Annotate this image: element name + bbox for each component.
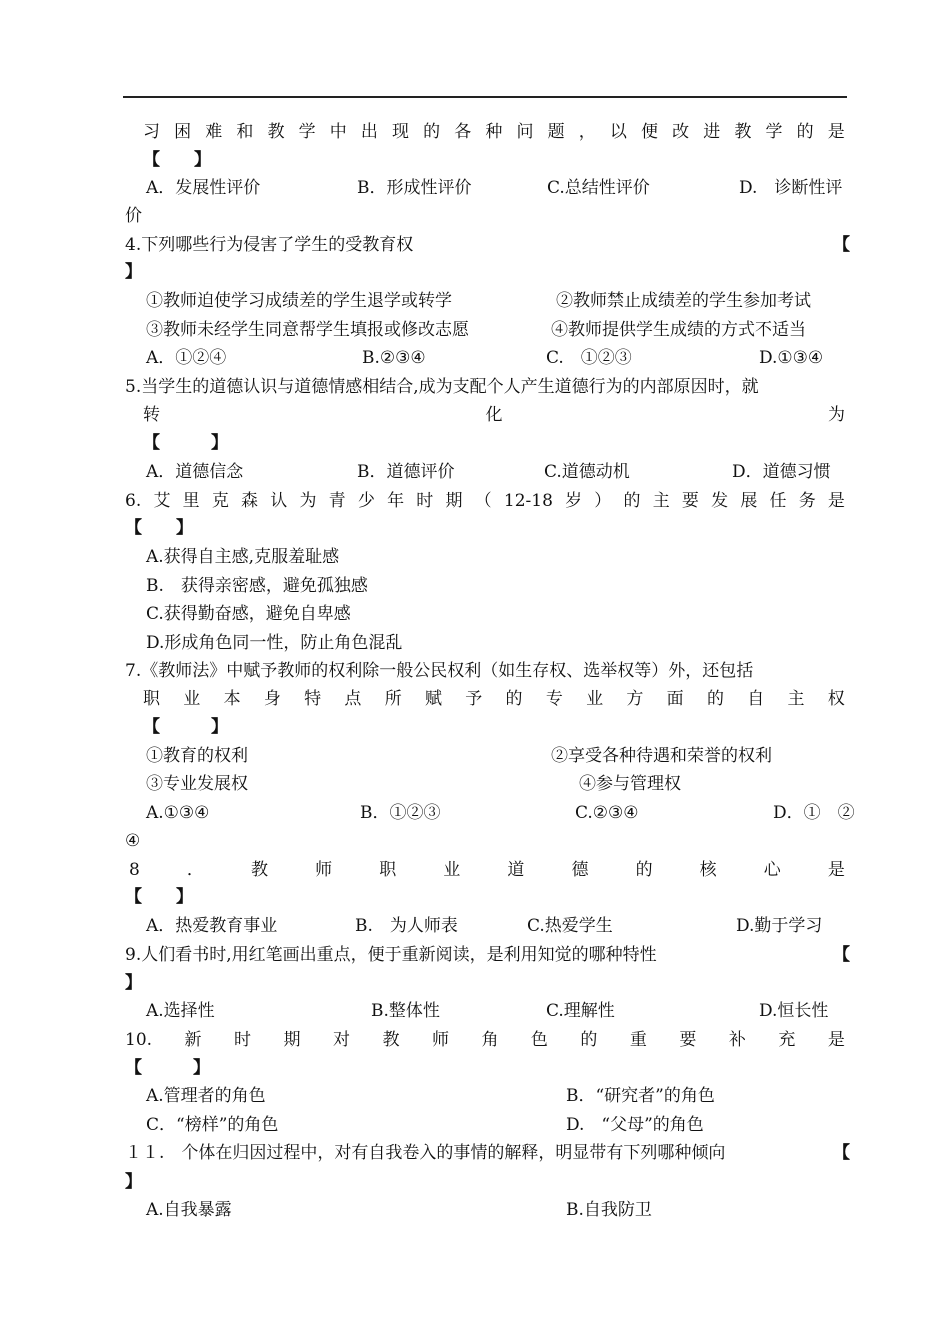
stem-char: 期	[445, 491, 463, 511]
stem-char: 职	[379, 860, 397, 880]
q11-bracket-open: 【	[833, 1143, 850, 1163]
stem-char: 职	[143, 689, 160, 709]
stem-char: 的	[423, 122, 441, 142]
q4-option-c: C. ①②③	[546, 348, 632, 368]
stem-char: 方	[626, 689, 644, 709]
q10-option-c: C．“榜样”的角色	[146, 1115, 279, 1135]
stem-char: 新	[184, 1030, 202, 1050]
stem-char: 化	[485, 405, 503, 425]
q4-option-d: D.①③④	[759, 348, 824, 368]
q4-stem: 4.下列哪些行为侵害了学生的受教育权	[125, 235, 414, 255]
q11-bracket-close: 】	[125, 1172, 142, 1192]
stem-char: 各	[454, 122, 472, 142]
stem-char: ）	[594, 491, 612, 511]
stem-char: 师	[315, 860, 333, 880]
stem-char: 和	[236, 122, 254, 142]
q3-option-d-wrap: 价	[125, 206, 142, 226]
stem-char: 任	[769, 491, 787, 511]
q7-item-1: ①教育的权利	[146, 746, 248, 766]
q7-option-d: D．① ②	[773, 803, 855, 823]
q5-option-d: D．道德习惯	[732, 462, 831, 482]
q8-option-c: C.热爱学生	[527, 916, 613, 936]
stem-char: 业	[183, 689, 201, 709]
q8-option-a: A．热爱教育事业	[146, 916, 278, 936]
q10-option-b: B．“研究者”的角色	[566, 1086, 715, 1106]
stem-char: 点	[344, 689, 362, 709]
stem-char: 便	[641, 122, 658, 142]
stem-char: 年	[387, 491, 405, 511]
stem-char: 认	[270, 491, 288, 511]
q6-option-b: B. 获得亲密感，避免孤独感	[146, 576, 368, 596]
stem-char: 现	[392, 122, 409, 142]
q7-option-a: A.①③④	[146, 803, 210, 823]
q4-bracket-close: 】	[125, 262, 142, 282]
q4-bracket-open: 【	[833, 235, 850, 255]
stem-char: 教	[251, 860, 269, 880]
q7-item-2: ②享受各种待遇和荣誉的权利	[551, 746, 772, 766]
q7-option-b: B．①②③	[360, 803, 441, 823]
stem-char: 重	[629, 1030, 647, 1050]
header-rule	[123, 96, 847, 98]
q8-option-d: D.勤于学习	[736, 916, 823, 936]
q7-option-d-wrap: ④	[125, 831, 141, 851]
q11-option-a: A.自我暴露	[146, 1200, 232, 1220]
stem-char: 专	[545, 689, 563, 709]
q10-option-d: D. “父母”的角色	[566, 1115, 704, 1135]
stem-char: 要	[679, 1030, 697, 1050]
q5-option-c: C.道德动机	[544, 462, 630, 482]
stem-char: 特	[304, 689, 322, 709]
stem-char: 艾	[153, 491, 171, 511]
stem-char: 予	[465, 689, 483, 709]
stem-char: 的	[706, 689, 724, 709]
stem-char: 时	[416, 491, 434, 511]
stem-char: 务	[798, 491, 816, 511]
q9-option-a: A.选择性	[146, 1001, 215, 1021]
stem-char: 色	[530, 1030, 548, 1050]
q6-option-a: A.获得自主感,克服羞耻感	[146, 547, 340, 567]
stem-char: ，	[578, 122, 596, 142]
q7-option-c: C.②③④	[575, 803, 639, 823]
stem-char: 身	[263, 689, 281, 709]
stem-char: 教	[734, 122, 752, 142]
stem-char: （	[474, 491, 492, 511]
stem-char: 少	[357, 491, 375, 511]
stem-char: 10.	[125, 1030, 153, 1050]
stem-char: 6.	[125, 491, 142, 511]
stem-char: 8	[129, 860, 140, 880]
stem-char: 岁	[565, 491, 583, 511]
stem-char: 森	[241, 491, 259, 511]
stem-char: 本	[223, 689, 241, 709]
stem-char: 心	[763, 860, 781, 880]
stem-char: 中	[329, 122, 347, 142]
stem-char: 是	[827, 122, 845, 142]
q7-item-3: ③专业发展权	[146, 774, 248, 794]
q3-stem	[143, 122, 845, 142]
q5-stem-line-1: 5.当学生的道德认识与道德情感相结合,成为支配个人产生道德行为的内部原因时，就	[125, 377, 759, 397]
q5-option-b: B．道德评价	[357, 462, 455, 482]
stem-char: 是	[827, 1030, 845, 1050]
stem-char: 业	[586, 689, 604, 709]
q3-option-d: D. 诊断性评	[739, 178, 843, 198]
stem-char: 时	[234, 1030, 252, 1050]
q3-option-a: A．发展性评价	[146, 178, 261, 198]
stem-char: 是	[827, 860, 845, 880]
q10-option-a: A.管理者的角色	[146, 1086, 266, 1106]
stem-char: 为	[828, 405, 845, 425]
stem-char: 要	[681, 491, 699, 511]
stem-char: 教	[267, 122, 285, 142]
stem-char: 期	[283, 1030, 301, 1050]
stem-char: 以	[609, 122, 627, 142]
stem-char: 的	[623, 491, 641, 511]
stem-char: 的	[796, 122, 814, 142]
stem-char: 业	[443, 860, 461, 880]
stem-char: 道	[507, 860, 525, 880]
q11-option-b: B.自我防卫	[566, 1200, 652, 1220]
stem-char: 困	[174, 122, 192, 142]
stem-char: 德	[571, 860, 589, 880]
q9-option-d: D.恒长性	[759, 1001, 829, 1021]
q10-stem	[125, 1030, 845, 1050]
q9-bracket-open: 【	[833, 945, 850, 965]
stem-char: 对	[332, 1030, 350, 1050]
stem-char: 自	[747, 689, 765, 709]
q8-option-b: B. 为人师表	[355, 916, 458, 936]
stem-char: 面	[666, 689, 684, 709]
q6-bracket: 【 】	[125, 518, 193, 538]
q8-stem	[129, 860, 845, 880]
q5-stem-line-2	[143, 405, 845, 425]
q7-stem-line-2	[143, 689, 845, 709]
stem-char: 的	[635, 860, 653, 880]
stem-char: 里	[182, 491, 200, 511]
stem-char: 习	[143, 122, 160, 142]
stem-char: 发	[711, 491, 729, 511]
q9-option-b: B.整体性	[371, 1001, 440, 1021]
stem-char: 师	[431, 1030, 449, 1050]
q6-option-d: D.形成角色同一性，防止角色混乱	[146, 633, 403, 653]
stem-char: 转	[143, 405, 160, 425]
stem-char: 种	[485, 122, 503, 142]
q11-stem: １１. 个体在归因过程中，对有自我卷入的事情的解释，明显带有下列哪种倾向	[125, 1143, 726, 1163]
q5-bracket: 【 】	[143, 433, 228, 453]
q3-option-c: C.总结性评价	[547, 178, 650, 198]
q9-option-c: C.理解性	[546, 1001, 615, 1021]
q4-item-4: ④教师提供学生成绩的方式不适当	[551, 320, 806, 340]
stem-char: 角	[481, 1030, 499, 1050]
stem-char: 难	[205, 122, 223, 142]
q4-option-a: A．①②④	[146, 348, 227, 368]
stem-char: 出	[360, 122, 378, 142]
q3-bracket: 【 】	[143, 150, 211, 170]
stem-char: 教	[382, 1030, 400, 1050]
stem-char: 充	[778, 1030, 796, 1050]
stem-char: ．	[186, 860, 204, 880]
stem-char: 进	[703, 122, 721, 142]
stem-char: 改	[672, 122, 690, 142]
q9-stem: 9.人们看书时,用红笔画出重点，便于重新阅读，是利用知觉的哪种特性	[125, 945, 657, 965]
q7-item-4: ④参与管理权	[579, 774, 681, 794]
q5-option-a: A．道德信念	[146, 462, 244, 482]
stem-char: 问	[516, 122, 534, 142]
stem-char: 所	[384, 689, 402, 709]
stem-char: 青	[328, 491, 346, 511]
q7-bracket: 【 】	[143, 717, 228, 737]
stem-char: 的	[505, 689, 523, 709]
stem-char: 学	[765, 122, 783, 142]
stem-char: 是	[827, 491, 845, 511]
stem-char: 核	[699, 860, 717, 880]
stem-char: 权	[827, 689, 845, 709]
q8-bracket: 【 】	[125, 887, 193, 907]
stem-char: 12-18	[503, 491, 553, 511]
stem-char: 主	[787, 689, 805, 709]
stem-char: 学	[298, 122, 316, 142]
stem-char: 展	[740, 491, 758, 511]
q4-option-b: B.②③④	[362, 348, 426, 368]
stem-char: 赋	[424, 689, 442, 709]
q6-option-c: C.获得勤奋感，避免自卑感	[146, 604, 351, 624]
stem-char: 补	[728, 1030, 746, 1050]
q9-bracket-close: 】	[125, 973, 142, 993]
stem-char: 题	[547, 122, 565, 142]
stem-char: 的	[580, 1030, 598, 1050]
q3-option-b: B．形成性评价	[357, 178, 472, 198]
stem-char: 主	[652, 491, 670, 511]
q4-item-2: ②教师禁止成绩差的学生参加考试	[556, 291, 811, 311]
q4-item-3: ③教师未经学生同意帮学生填报或修改志愿	[146, 320, 469, 340]
q7-stem-line-1: 7.《教师法》中赋予教师的权利除一般公民权利（如生存权、选举权等）外，还包括	[125, 661, 754, 681]
stem-char: 为	[299, 491, 317, 511]
q6-stem	[125, 491, 845, 511]
stem-char: 克	[211, 491, 229, 511]
q4-item-1: ①教师迫使学习成绩差的学生退学或转学	[146, 291, 452, 311]
q10-bracket: 【 】	[125, 1058, 210, 1078]
